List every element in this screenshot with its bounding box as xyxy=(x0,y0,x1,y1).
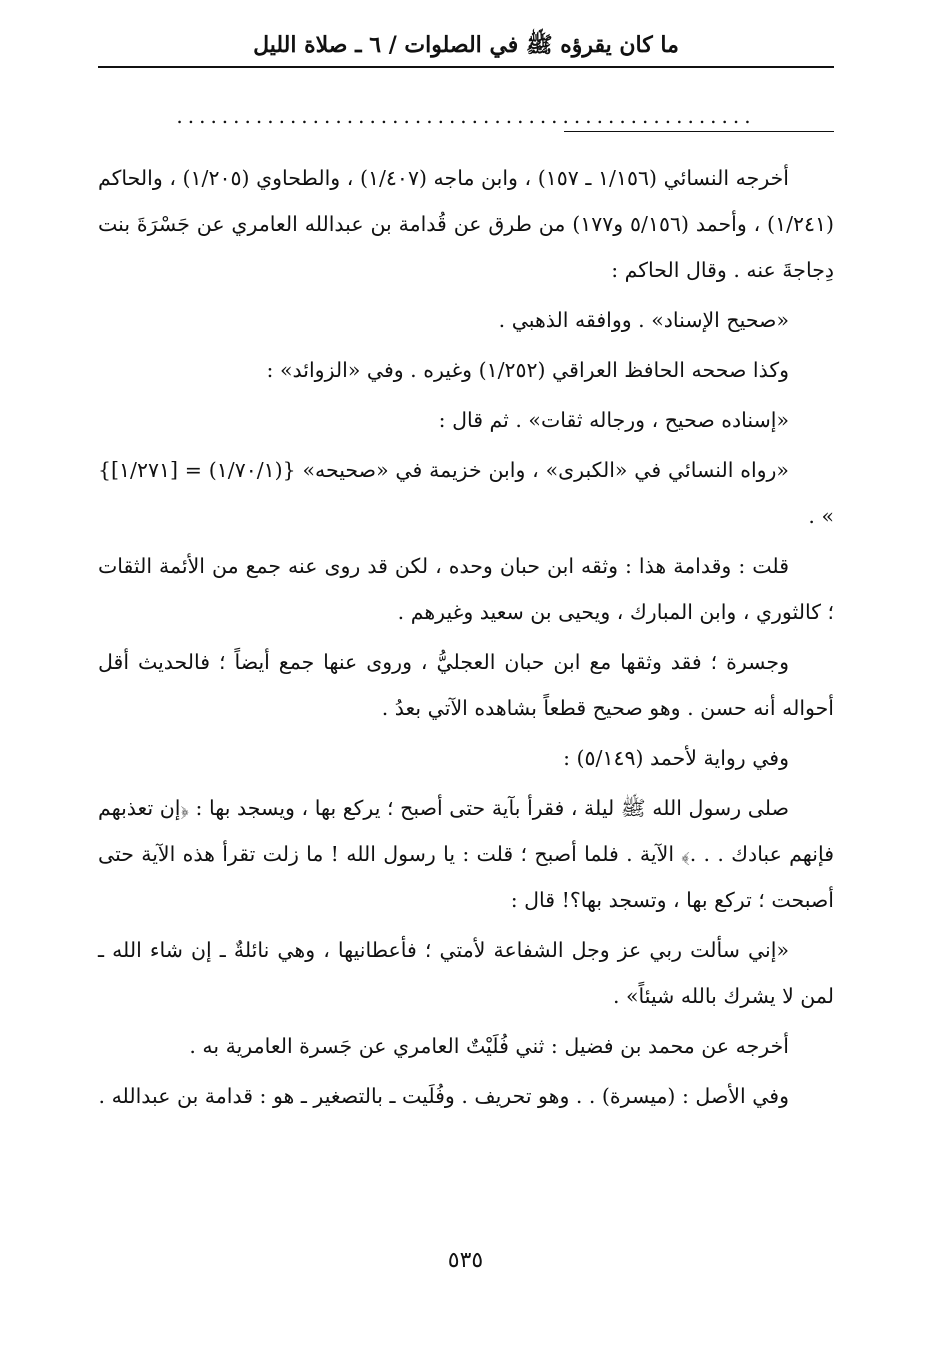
paragraph: أخرجه النسائي (١/١٥٦ ـ ١٥٧) ، وابن ماجه (١/٤٠٧) ، والطحاوي (١/٢٠٥) ، والحاكم (١/٢٤١) ، وأحمد (٥/١٥٦ و١٧٧) من طرق عن قُدامة بن عبدالله العامري عن جَسْرَةَ بنت دِجاجةَ عنه . وقال الحاكم : xyxy=(98,166,835,282)
paragraph: «إني سألت ربي عز وجل الشفاعة لأمتي ؛ فأعطانيها ، وهي نائلةٌ ـ إن شاء الله ـ لمن لا يشرك بالله شيئاً» . xyxy=(98,938,834,1008)
running-header: ما كان يقرؤه ﷺ في الصلوات / ٦ ـ صلاة الليل xyxy=(253,32,679,58)
paragraph: قلت : وقدامة هذا : وثقه ابن حبان وحده ، لكن قد روى عنه جمع من الأئمة الثقات ؛ كالثوري ، وابن المبارك ، ويحيى بن سعيد وغيرهم . xyxy=(98,554,834,624)
paragraph: وكذا صححه الحافظ العراقي (١/٢٥٢) وغيره . وفي «الزوائد» : xyxy=(266,358,789,382)
paragraph: وجسرة ؛ فقد وثقها مع ابن حبان العجليُّ ، وروى عنها جمع أيضاً ؛ فالحديث أقل أحواله أنه حسن . وهو صحيح قطعاً بشاهده الآتي بعدُ . xyxy=(98,650,834,720)
paragraph: صلى رسول الله ﷺ ليلة ، فقرأ بآية حتى أصبح ؛ يركع بها ، ويسجد بها : ﴿إن تعذبهم فإنهم عبادك . . .﴾ الآية . فلما أصبح ؛ قلت : يا رسول الله ! ما زلت تقرأ هذه الآية حتى أصبحت ؛ تركع بها ، وتسجد بها؟! قال : xyxy=(98,796,834,912)
paragraph: «إسناده صحيح ، ورجاله ثقات» . ثم قال : xyxy=(438,408,789,432)
paragraph: «صحيح الإسناد» . ووافقه الذهبي . xyxy=(498,308,789,332)
paragraph: «رواه النسائي في «الكبرى» ، وابن خزيمة في «صحيحه» {(١/٧٠/١) = [١/٢٧١]} » . xyxy=(98,458,834,528)
paragraph: وفي الأصل : (ميسرة) . . وهو تحريف . وفُلَيت ـ بالتصغير ـ هو : قدامة بن عبدالله . xyxy=(98,1084,789,1108)
page-number: ٥٣٥ xyxy=(447,1248,484,1273)
paragraph: أخرجه عن محمد بن فضيل : ثني فُلَيْتٌ العامري عن جَسرة العامرية به . xyxy=(189,1034,789,1058)
header-rule xyxy=(98,66,834,68)
footnote-body xyxy=(98,155,834,1123)
footnote-rule xyxy=(564,131,834,132)
paragraph: وفي رواية لأحمد (٥/١٤٩) : xyxy=(563,746,789,770)
dotted-separator: ................................................... xyxy=(176,106,756,126)
